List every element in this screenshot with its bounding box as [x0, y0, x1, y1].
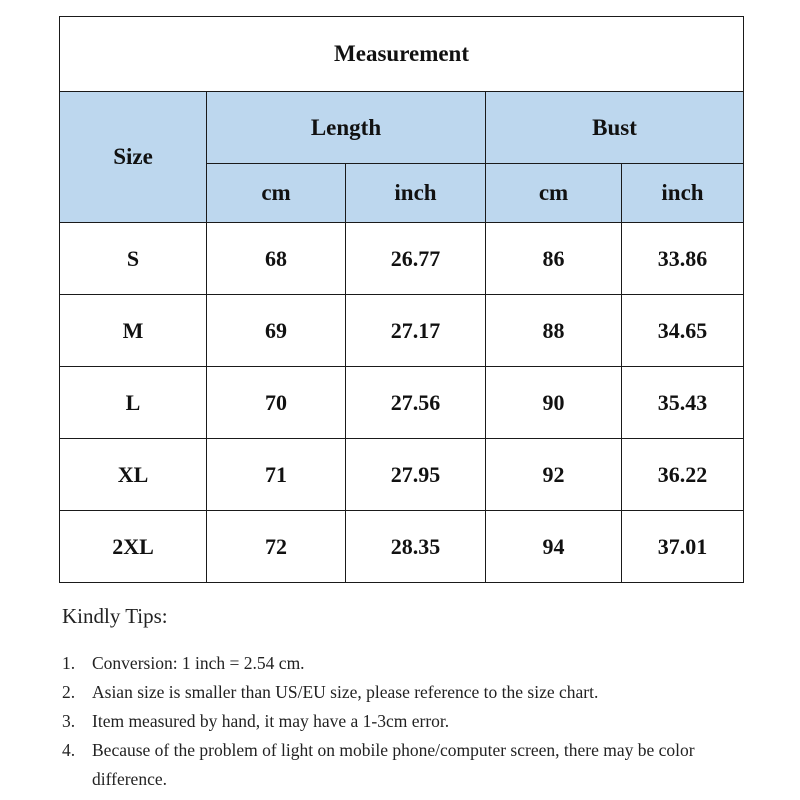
- table-row: [60, 439, 744, 511]
- size-chart-table: [59, 16, 744, 583]
- tip-number: 1.: [62, 653, 76, 673]
- bust-inch-header: inch: [622, 164, 744, 223]
- cell-bust-inch: 37.01: [622, 511, 744, 583]
- cell-length-cm: 71: [207, 439, 346, 511]
- tip-number: 2.: [62, 682, 76, 702]
- cell-size: M: [60, 295, 207, 367]
- cell-length-inch: 26.77: [346, 223, 486, 295]
- cell-length-inch: 27.95: [346, 439, 486, 511]
- tip-text: Asian size is smaller than US/EU size, please reference to the size chart.: [92, 682, 599, 702]
- bust-cm-header: cm: [486, 164, 622, 223]
- tip-item: [62, 707, 762, 736]
- table-title-row: [60, 17, 744, 92]
- cell-length-cm: 70: [207, 367, 346, 439]
- cell-bust-cm: 86: [486, 223, 622, 295]
- tip-item: [62, 678, 762, 707]
- cell-bust-cm: 92: [486, 439, 622, 511]
- cell-bust-cm: 90: [486, 367, 622, 439]
- cell-bust-inch: 34.65: [622, 295, 744, 367]
- cell-size: S: [60, 223, 207, 295]
- tip-item: [62, 649, 762, 678]
- table-row: [60, 367, 744, 439]
- length-cm-header: cm: [207, 164, 346, 223]
- cell-size: 2XL: [60, 511, 207, 583]
- table-row: [60, 223, 744, 295]
- table-row: [60, 295, 744, 367]
- cell-length-inch: 27.17: [346, 295, 486, 367]
- cell-bust-inch: 33.86: [622, 223, 744, 295]
- cell-length-cm: 69: [207, 295, 346, 367]
- tip-text: Item measured by hand, it may have a 1-3cm error.: [92, 711, 450, 731]
- cell-bust-cm: 94: [486, 511, 622, 583]
- cell-length-cm: 72: [207, 511, 346, 583]
- tips-title: Kindly Tips:: [62, 604, 168, 628]
- table-body: [60, 223, 744, 583]
- cell-size: L: [60, 367, 207, 439]
- cell-bust-inch: 36.22: [622, 439, 744, 511]
- table-row: [60, 511, 744, 583]
- bust-header: Bust: [486, 92, 744, 164]
- cell-length-inch: 27.56: [346, 367, 486, 439]
- tip-number: 3.: [62, 711, 76, 731]
- cell-bust-cm: 88: [486, 295, 622, 367]
- size-header: Size: [60, 92, 207, 223]
- cell-bust-inch: 35.43: [622, 367, 744, 439]
- kindly-tips: [62, 604, 762, 794]
- header-row-groups: [60, 92, 744, 164]
- table-title: Measurement: [60, 17, 744, 92]
- tip-item: [62, 736, 762, 794]
- length-header: Length: [207, 92, 486, 164]
- cell-length-inch: 28.35: [346, 511, 486, 583]
- tip-text: Because of the problem of light on mobile phone/computer screen, there may be color difference.: [92, 740, 695, 789]
- cell-size: XL: [60, 439, 207, 511]
- cell-length-cm: 68: [207, 223, 346, 295]
- tip-text: Conversion: 1 inch = 2.54 cm.: [92, 653, 305, 673]
- tip-number: 4.: [62, 740, 76, 760]
- length-inch-header: inch: [346, 164, 486, 223]
- tips-list: [62, 649, 762, 794]
